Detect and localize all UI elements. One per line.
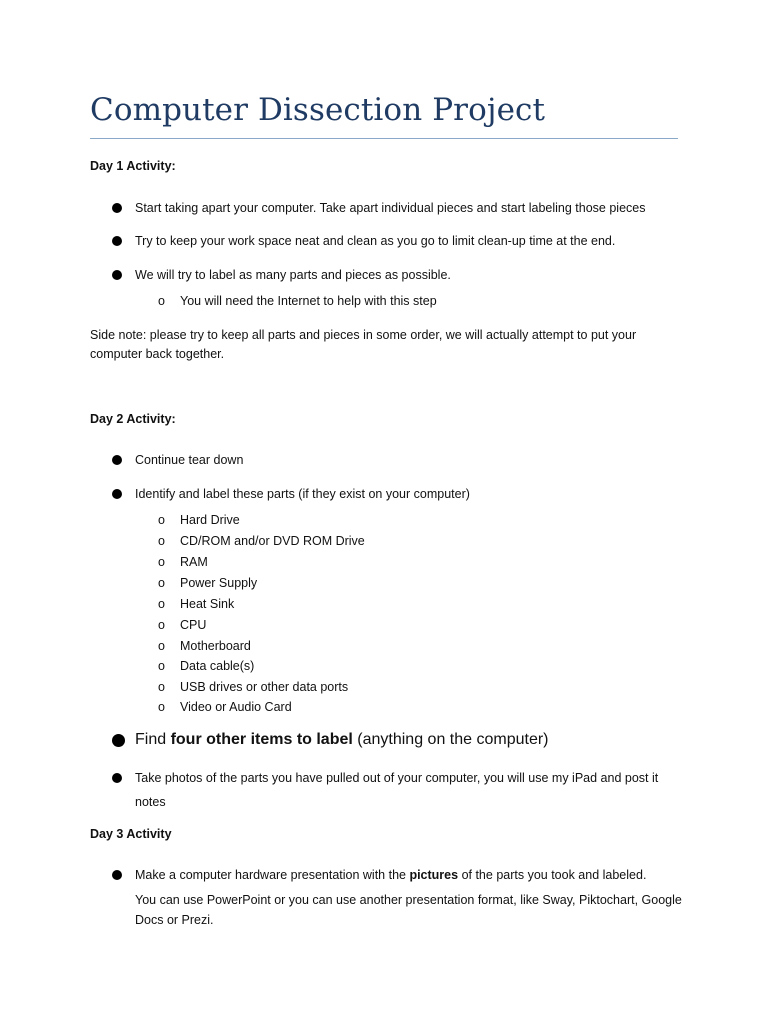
sub-bullet-marker: o bbox=[158, 576, 165, 590]
part-label: Heat Sink bbox=[180, 597, 235, 611]
day3-text-pre: Make a computer hardware presentation with the bbox=[135, 868, 410, 882]
part-item bbox=[158, 658, 254, 674]
part-item bbox=[158, 596, 234, 612]
sub-bullet-marker: o bbox=[158, 597, 165, 611]
part-item bbox=[158, 512, 240, 528]
title-underline bbox=[90, 138, 678, 139]
part-label: Power Supply bbox=[180, 576, 258, 590]
sub-bullet-marker: o bbox=[158, 639, 165, 653]
bullet-dot-icon bbox=[112, 236, 122, 246]
bullet-text: We will try to label as many parts and pieces as possible. bbox=[135, 268, 451, 282]
bullet-dot-icon bbox=[112, 734, 125, 747]
part-item bbox=[158, 554, 208, 570]
part-item bbox=[158, 533, 365, 549]
part-label: USB drives or other data ports bbox=[180, 680, 349, 694]
day3-heading: Day 3 Activity bbox=[90, 827, 172, 841]
bullet-dot-icon bbox=[112, 870, 122, 880]
bullet-dot-icon bbox=[112, 270, 122, 280]
part-label: Data cable(s) bbox=[180, 659, 255, 673]
part-item bbox=[158, 617, 206, 633]
sub-bullet-marker: o bbox=[158, 555, 165, 569]
day1-heading: Day 1 Activity: bbox=[90, 159, 176, 173]
sub-bullet-marker: o bbox=[158, 294, 165, 308]
bullet-text: Take photos of the parts you have pulled out of your computer, you will use my iPad and post it notes bbox=[135, 771, 659, 809]
day2-bullet-2 bbox=[112, 482, 682, 506]
part-label: CPU bbox=[180, 618, 207, 632]
day1-bullet-1 bbox=[112, 196, 682, 220]
day3-bullet bbox=[112, 863, 682, 887]
sub-bullet-marker: o bbox=[158, 700, 165, 714]
part-item bbox=[158, 575, 257, 591]
part-label: RAM bbox=[180, 555, 208, 569]
bullet-dot-icon bbox=[112, 773, 122, 783]
day2-bullet-1 bbox=[112, 448, 682, 472]
sub-bullet-marker: o bbox=[158, 680, 165, 694]
part-label: Hard Drive bbox=[180, 513, 240, 527]
sub-item-text: You will need the Internet to help with this step bbox=[180, 294, 437, 308]
side-note: Side note: please try to keep all parts and pieces in some order, we will actually attempt to put your computer back together. bbox=[90, 328, 637, 361]
find-text-pre: Find bbox=[135, 731, 171, 748]
find-items-bullet bbox=[112, 729, 682, 751]
bullet-dot-icon bbox=[112, 203, 122, 213]
part-label: Motherboard bbox=[180, 639, 251, 653]
day3-text-bold: pictures bbox=[409, 868, 459, 882]
bullet-dot-icon bbox=[112, 489, 122, 499]
part-label: Video or Audio Card bbox=[180, 700, 292, 714]
day3-text-post: of the parts you took and labeled. bbox=[458, 868, 647, 882]
part-item bbox=[158, 679, 348, 695]
bullet-text: Start taking apart your computer. Take apart individual pieces and start labeling those pieces bbox=[135, 201, 646, 215]
find-text-post: (anything on the computer) bbox=[352, 731, 549, 748]
part-item bbox=[158, 638, 251, 654]
day2-heading: Day 2 Activity: bbox=[90, 412, 176, 426]
photos-bullet bbox=[112, 766, 682, 814]
sub-bullet-marker: o bbox=[158, 534, 165, 548]
find-text-bold: four other items to label bbox=[170, 731, 353, 748]
day1-sub-item bbox=[158, 293, 437, 309]
bullet-text: Identify and label these parts (if they exist on your computer) bbox=[135, 487, 470, 501]
bullet-text: Continue tear down bbox=[135, 453, 244, 467]
sub-bullet-marker: o bbox=[158, 659, 165, 673]
day1-bullet-3 bbox=[112, 263, 682, 287]
sub-bullet-marker: o bbox=[158, 618, 165, 632]
bullet-dot-icon bbox=[112, 455, 122, 465]
part-item bbox=[158, 699, 292, 715]
day3-continuation: You can use PowerPoint or you can use another presentation format, like Sway, Piktochart, Google Docs or Prezi. bbox=[135, 893, 682, 927]
sub-bullet-marker: o bbox=[158, 513, 165, 527]
day1-bullet-2 bbox=[112, 229, 682, 253]
part-label: CD/ROM and/or DVD ROM Drive bbox=[180, 534, 365, 548]
page-title: Computer Dissection Project bbox=[90, 92, 546, 128]
bullet-text: Try to keep your work space neat and clean as you go to limit clean-up time at the end. bbox=[135, 234, 616, 248]
